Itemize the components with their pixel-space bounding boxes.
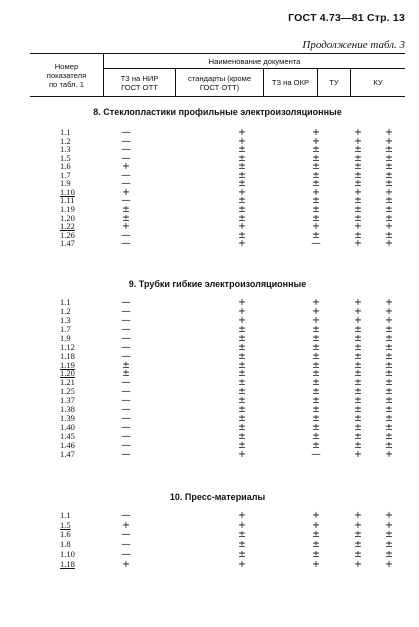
- running-head: ГОСТ 4.73—81 Стр. 13: [288, 12, 405, 24]
- table-cell: ±: [238, 368, 246, 380]
- table-cell: ±: [312, 395, 320, 407]
- table-cell: —: [121, 297, 131, 308]
- table-cell: ±: [385, 144, 393, 156]
- table-row: [0, 560, 419, 569]
- row-index: 1.7: [60, 169, 71, 180]
- table-cell: +: [238, 238, 246, 250]
- col-header-standards: стандарты (кроме ГОСТ ОТТ): [176, 69, 264, 96]
- table-cell: ±: [238, 332, 246, 344]
- table-cell: ±: [385, 395, 393, 407]
- table-cell: ±: [238, 539, 246, 551]
- row-index: 1.11: [60, 195, 75, 206]
- table-cell: ±: [238, 169, 246, 181]
- row-index: 1.2: [60, 135, 71, 146]
- table-cell: ±: [354, 323, 362, 335]
- table-cell: ±: [238, 212, 246, 224]
- table-cell: ±: [312, 377, 320, 389]
- table-cell: —: [121, 448, 131, 460]
- row-index: 1.1: [60, 297, 71, 307]
- table-cell: ±: [312, 386, 320, 398]
- table-continuation-label: Продолжение табл. 3: [302, 39, 405, 51]
- table-row: [0, 239, 419, 248]
- row-index: 1.7: [60, 323, 71, 334]
- table-cell: ±: [238, 323, 246, 335]
- table-cell: +: [354, 448, 362, 460]
- row-index: 1.5: [60, 152, 71, 163]
- table-cell: —: [121, 377, 131, 389]
- table-cell: ±: [354, 178, 362, 190]
- table-cell: ±: [385, 377, 393, 389]
- table-cell: ±: [385, 341, 393, 353]
- table-cell: —: [121, 422, 131, 434]
- col-header-tz-nir: ТЗ на НИР ГОСТ ОТТ: [104, 69, 176, 96]
- col-header-tu: ТУ: [318, 69, 351, 96]
- table-cell: +: [354, 135, 362, 147]
- table-cell: +: [385, 135, 393, 147]
- table-cell: ±: [312, 430, 320, 442]
- table-cell: ±: [354, 341, 362, 353]
- table-cell: +: [312, 305, 320, 317]
- table-cell: +: [354, 127, 362, 138]
- table-row: [0, 540, 419, 549]
- table-cell: +: [312, 186, 320, 198]
- row-index: 1.20: [60, 368, 75, 379]
- row-index: 1.10: [60, 548, 75, 559]
- table-cell: +: [122, 221, 130, 233]
- table-cell: ±: [312, 529, 320, 541]
- table-cell: ±: [385, 169, 393, 181]
- table-cell: +: [238, 314, 246, 326]
- table-cell: —: [121, 350, 131, 362]
- table-cell: ±: [312, 439, 320, 451]
- table-cell: —: [311, 238, 321, 250]
- table-cell: ±: [354, 169, 362, 181]
- table-cell: —: [121, 395, 131, 407]
- table-cell: ±: [385, 203, 393, 215]
- row-index: 1.19: [60, 203, 75, 214]
- table-cell: +: [385, 448, 393, 460]
- table-cell: —: [121, 404, 131, 416]
- table-cell: ±: [385, 195, 393, 207]
- table-cell: ±: [312, 161, 320, 173]
- table-cell: ±: [312, 195, 320, 207]
- row-index: 1.3: [60, 144, 71, 155]
- row-index: 1.20: [60, 212, 75, 223]
- table-cell: ±: [385, 212, 393, 224]
- table-cell: ±: [312, 404, 320, 416]
- table-cell: ±: [354, 212, 362, 224]
- table-cell: ±: [312, 332, 320, 344]
- row-index: 1.5: [60, 519, 71, 530]
- table-cell: ±: [238, 203, 246, 215]
- table-cell: +: [238, 135, 246, 147]
- table-cell: —: [121, 430, 131, 442]
- row-index: 1.45: [60, 430, 75, 441]
- table-cell: ±: [312, 203, 320, 215]
- table-cell: —: [121, 169, 131, 181]
- table-cell: ±: [354, 144, 362, 156]
- table-cell: ±: [238, 161, 246, 173]
- row-index: 1.18: [60, 350, 75, 361]
- table-cell: —: [121, 305, 131, 317]
- document-group-header: Наименование документа: [104, 54, 405, 69]
- table-row: [0, 450, 419, 459]
- table-cell: +: [354, 305, 362, 317]
- table-cell: ±: [312, 350, 320, 362]
- table-cell: ±: [385, 404, 393, 416]
- row-index: 1.8: [60, 539, 71, 550]
- table-cell: ±: [312, 152, 320, 164]
- table-cell: ±: [312, 368, 320, 380]
- row-index: 1.18: [60, 558, 75, 569]
- table-cell: ±: [354, 430, 362, 442]
- table-cell: ±: [238, 413, 246, 425]
- table-cell: +: [354, 221, 362, 233]
- table-cell: —: [121, 529, 131, 541]
- row-index: 1.12: [60, 341, 75, 352]
- table-cell: ±: [354, 368, 362, 380]
- table-cell: ±: [122, 212, 130, 224]
- table-cell: +: [354, 519, 362, 531]
- table-cell: ±: [385, 229, 393, 241]
- table-cell: +: [238, 186, 246, 198]
- table-cell: —: [121, 178, 131, 190]
- table-cell: ±: [238, 529, 246, 541]
- table-cell: —: [121, 323, 131, 335]
- col-header-tz-okr: ТЗ на ОКР: [264, 69, 318, 96]
- section-title: 9. Трубки гибкие электроизоляционные: [128, 279, 307, 289]
- table-cell: ±: [354, 413, 362, 425]
- table-cell: +: [312, 558, 320, 570]
- table-cell: ±: [385, 413, 393, 425]
- row-index: 1.19: [60, 359, 75, 370]
- table-cell: +: [238, 221, 246, 233]
- row-index: 1.9: [60, 332, 71, 343]
- table-cell: —: [121, 314, 131, 326]
- table-cell: ±: [354, 229, 362, 241]
- table-cell: ±: [354, 539, 362, 551]
- table-cell: —: [121, 439, 131, 451]
- table-cell: +: [385, 186, 393, 198]
- row-index: 1.6: [60, 161, 71, 172]
- table-cell: —: [121, 386, 131, 398]
- table-cell: +: [122, 161, 130, 173]
- table-cell: —: [121, 413, 131, 425]
- table-cell: ±: [238, 195, 246, 207]
- table-cell: ±: [312, 359, 320, 371]
- section-title: 8. Стеклопластики профильные электроизоляционные: [93, 107, 342, 117]
- table-cell: ±: [354, 377, 362, 389]
- table-cell: +: [238, 448, 246, 460]
- table-cell: +: [312, 135, 320, 147]
- table-cell: ±: [385, 529, 393, 541]
- row-index: 1.3: [60, 314, 71, 325]
- table-cell: ±: [312, 422, 320, 434]
- table-cell: +: [238, 305, 246, 317]
- table-cell: +: [385, 305, 393, 317]
- table-cell: ±: [238, 152, 246, 164]
- table-cell: ±: [238, 548, 246, 560]
- table-cell: ±: [385, 359, 393, 371]
- row-index: 1.40: [60, 422, 75, 433]
- table-row: [0, 521, 419, 530]
- row-index: 1.39: [60, 413, 75, 424]
- table-cell: —: [121, 510, 131, 521]
- table-cell: ±: [312, 178, 320, 190]
- table-cell: ±: [354, 404, 362, 416]
- table-cell: ±: [122, 359, 130, 371]
- table-cell: ±: [385, 439, 393, 451]
- table-cell: +: [354, 238, 362, 250]
- table-cell: +: [122, 558, 130, 570]
- table-cell: +: [312, 314, 320, 326]
- table-cell: ±: [354, 161, 362, 173]
- table-cell: ±: [385, 332, 393, 344]
- row-index: 1.6: [60, 529, 71, 540]
- table-cell: +: [312, 510, 320, 521]
- table-cell: —: [311, 448, 321, 460]
- row-index: 1.47: [60, 448, 75, 459]
- table-cell: +: [238, 127, 246, 138]
- table-cell: ±: [354, 152, 362, 164]
- table-cell: ±: [312, 229, 320, 241]
- table-cell: —: [121, 152, 131, 164]
- table-cell: ±: [354, 439, 362, 451]
- table-cell: ±: [354, 529, 362, 541]
- table-cell: +: [354, 186, 362, 198]
- table-row: [0, 530, 419, 539]
- table-cell: ±: [238, 439, 246, 451]
- table-cell: +: [312, 127, 320, 138]
- table-cell: +: [354, 297, 362, 308]
- table-cell: —: [121, 238, 131, 250]
- table-cell: ±: [385, 548, 393, 560]
- table-cell: ±: [312, 144, 320, 156]
- table-cell: +: [354, 314, 362, 326]
- table-cell: +: [312, 297, 320, 308]
- table-cell: +: [385, 238, 393, 250]
- table-cell: ±: [312, 548, 320, 560]
- table-cell: +: [238, 510, 246, 521]
- table-cell: ±: [354, 359, 362, 371]
- table-cell: —: [121, 229, 131, 241]
- table-cell: ±: [354, 332, 362, 344]
- table-cell: —: [121, 341, 131, 353]
- row-index: 1.1: [60, 510, 71, 520]
- table-cell: ±: [354, 395, 362, 407]
- table-cell: ±: [238, 395, 246, 407]
- row-index: 1.25: [60, 386, 75, 397]
- table-cell: ±: [385, 323, 393, 335]
- table-row: [0, 511, 419, 520]
- table-row: [0, 550, 419, 559]
- table-cell: +: [238, 297, 246, 308]
- table-cell: —: [121, 135, 131, 147]
- table-cell: ±: [385, 422, 393, 434]
- table-cell: +: [122, 186, 130, 198]
- table-cell: ±: [354, 195, 362, 207]
- row-index: 1.26: [60, 229, 75, 240]
- table-cell: ±: [238, 144, 246, 156]
- row-index: 1.22: [60, 221, 75, 232]
- row-index: 1.38: [60, 404, 75, 415]
- table-cell: ±: [385, 350, 393, 362]
- table-cell: ±: [312, 413, 320, 425]
- table-cell: +: [385, 221, 393, 233]
- table-cell: ±: [238, 377, 246, 389]
- table-cell: ±: [385, 539, 393, 551]
- table-cell: ±: [312, 341, 320, 353]
- table-cell: ±: [238, 359, 246, 371]
- table-cell: ±: [312, 323, 320, 335]
- table-cell: +: [312, 221, 320, 233]
- table-cell: ±: [354, 422, 362, 434]
- table-cell: ±: [238, 404, 246, 416]
- table-cell: +: [122, 519, 130, 531]
- table-cell: ±: [122, 203, 130, 215]
- table-cell: ±: [238, 341, 246, 353]
- index-column-header: Номер показателя по табл. 1: [30, 54, 104, 96]
- row-index: 1.10: [60, 186, 75, 197]
- table-cell: —: [121, 144, 131, 156]
- row-index: 1.47: [60, 238, 75, 249]
- table-cell: +: [238, 558, 246, 570]
- table-cell: ±: [385, 161, 393, 173]
- table-cell: —: [121, 127, 131, 138]
- table-cell: +: [385, 519, 393, 531]
- table-cell: +: [385, 558, 393, 570]
- table-cell: ±: [312, 169, 320, 181]
- row-index: 1.21: [60, 377, 75, 388]
- table-cell: ±: [238, 350, 246, 362]
- col-header-ku: КУ: [373, 78, 383, 87]
- table-cell: +: [385, 314, 393, 326]
- table-cell: ±: [238, 386, 246, 398]
- section-title: 10. Пресс-материалы: [169, 492, 266, 502]
- table-cell: ±: [385, 430, 393, 442]
- table-cell: —: [121, 548, 131, 560]
- row-index: 1.46: [60, 439, 75, 450]
- table-cell: ±: [354, 203, 362, 215]
- row-index: 1.1: [60, 127, 71, 137]
- table-cell: ±: [385, 178, 393, 190]
- table-cell: ±: [122, 368, 130, 380]
- table-cell: ±: [238, 430, 246, 442]
- table-cell: ±: [354, 548, 362, 560]
- table-cell: —: [121, 195, 131, 207]
- table-cell: ±: [385, 386, 393, 398]
- table-cell: ±: [354, 350, 362, 362]
- table-cell: +: [385, 127, 393, 138]
- table-cell: +: [385, 297, 393, 308]
- row-index: 1.2: [60, 305, 71, 316]
- table-cell: +: [354, 558, 362, 570]
- row-index: 1.9: [60, 178, 71, 189]
- table-cell: —: [121, 332, 131, 344]
- table-cell: ±: [238, 229, 246, 241]
- table-cell: ±: [312, 212, 320, 224]
- table-cell: —: [121, 539, 131, 551]
- table-cell: ±: [238, 178, 246, 190]
- row-index: 1.37: [60, 395, 75, 406]
- table-cell: ±: [385, 152, 393, 164]
- table-cell: +: [354, 510, 362, 521]
- table-header: [30, 53, 405, 97]
- table-cell: +: [385, 510, 393, 521]
- table-cell: ±: [238, 422, 246, 434]
- table-cell: +: [238, 519, 246, 531]
- table-cell: ±: [385, 368, 393, 380]
- table-cell: ±: [312, 539, 320, 551]
- table-cell: +: [312, 519, 320, 531]
- table-cell: ±: [354, 386, 362, 398]
